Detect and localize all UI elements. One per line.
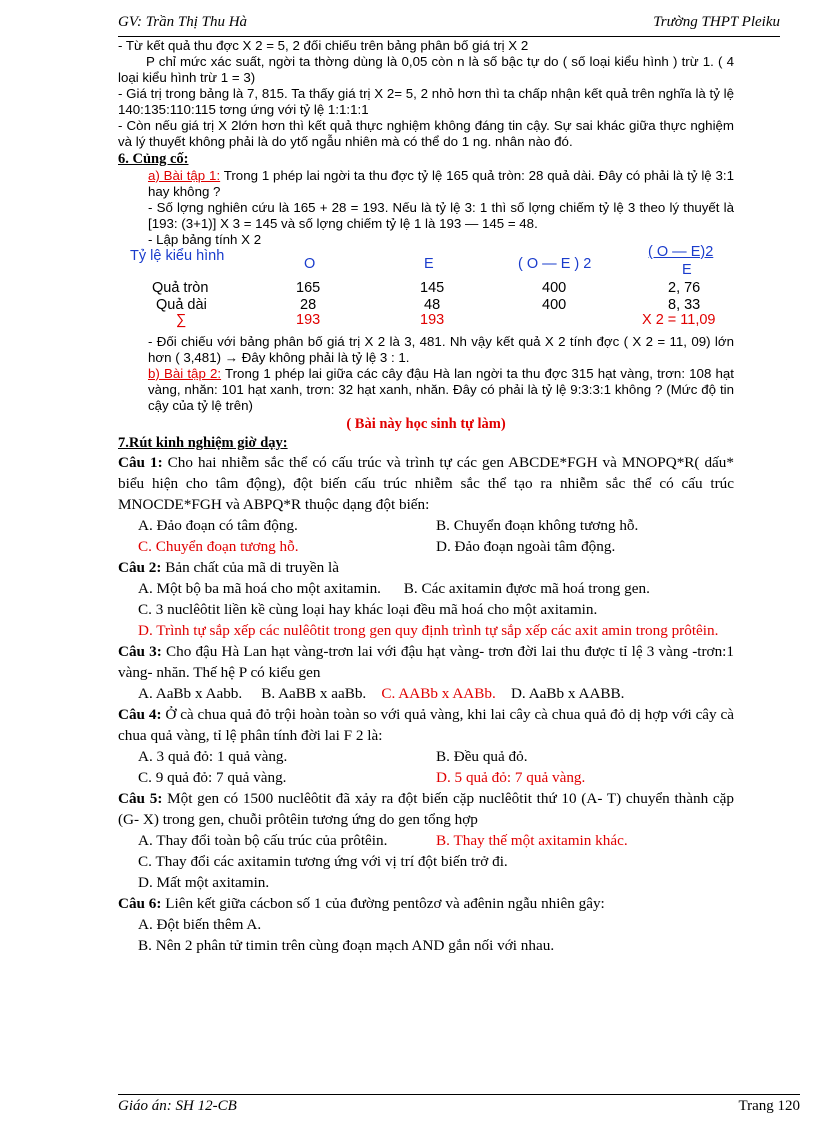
col-chi-num: ( O — E)2 [648,244,714,260]
row-2-diff: 400 [542,297,567,313]
page-footer [118,1094,800,1114]
section-7-title: 7.Rút kinh nghiệm giờ dạy: [118,435,288,451]
q2-options-ab: A. Một bộ ba mã hoá cho một axitamin. B. Các axitamin đựơc mã hoá trong gen. [138,580,650,597]
question-1: Câu 1: Cho hai nhiễm sắc thể có cấu trúc và trình tự các gen ABCDE*FGH và MNOPQ*R( dấu* biểu hiện cho tâm động), đột biến cấu trúc nhiễm sắc thể tạo ra nhiễm sắc thể có cấu trúc MNOCDE*FGH và ABPQ*R thuộc dạng đột biến: [118,454,734,513]
q2-option-d: D. Trình tự sắp xếp các nulêôtit trong gen quy định trình tự sắp xếp các axit amin trong prôtêin. [138,622,719,639]
exercise-2-text: Trong 1 phép lai giữa các cây đậu Hà lan ngời ta thu đợc 315 hạt vàng, trơn: 108 hạt vàng, nhăn: 101 hạt xanh, trơn: 32 hạt xanh, nhăn. Đây có phải là tỷ lệ 9:3:3:1 không ? (Mức độ tin cậy của tỷ lệ trên) [148,366,734,413]
footer-page-number: Trang 120 [738,1098,800,1114]
q1-option-d: D. Đảo đoạn ngoài tâm động. [436,538,616,555]
exercise-2-label: b) Bài tập 2: [148,366,222,381]
question-2: Câu 2: Bản chất của mã di truyền là [118,559,340,576]
q4-option-b: B. Đều quả đỏ. [436,748,528,765]
col-oe2: ( O — E ) 2 [518,256,592,272]
intro-line-3: - Giá trị trong bảng là 7, 815. Ta thấy giá trị X 2= 5, 2 nhỏ hơn thì ta chấp nhận kết quả trên nghĩa là tỷ lệ 140:135:110:115 tơng ứng với tỷ lệ 1:1:1:1 [118,86,734,117]
header-school: Trường THPT Pleiku [653,14,780,30]
question-3: Câu 3: Cho đậu Hà Lan hạt vàng-trơn lai với đậu hạt vàng- trơn đời lai thu được tỉ lệ 3 vàng -trơn:1 vàng- nhăn. Thế hệ P có kiểu gen [118,643,734,681]
question-4: Câu 4: Ở cà chua quả đỏ trội hoàn toàn so với quả vàng, khi lai cây cà chua quả đỏ dị hợp với cây cà chua quả vàng, tỉ lệ phân tính đời lai F 2 là: [118,706,734,744]
q1-option-a: A. Đảo đoạn có tâm động. [138,517,298,534]
q3-options: A. AaBb x Aabb. B. AaBB x aaBb. C. AABb x AABb. D. AaBb x AABB. [138,685,625,702]
row-1-chi: 2, 76 [668,280,701,296]
exercise-1-conclusion [118,334,734,414]
q5-option-b: B. Thay thế một axitamin khác. [436,832,628,849]
q1-option-c: C. Chuyển đoạn tương hỗ. [138,538,299,555]
sum-o: 193 [296,312,321,328]
col-o: O [304,256,316,272]
footer-lesson: Giáo án: SH 12-CB [118,1098,237,1114]
section-6-title: 6. Củng cố: [118,151,189,167]
row-1-e: 145 [420,280,445,296]
intro-line-1: - Từ kết quả thu đợc X 2 = 5, 2 đối chiếu trên bảng phân bố giá trị X 2 [118,38,529,53]
exercise-1-line-4: - Đối chiếu với bảng phân bố giá trị X 2 là 3, 481. Nh vậy kết quả X 2 tính đợc ( X 2 = 11, 09) lớn hơn ( 3,481) → Đây không phải là tỷ lệ 3 : 1. [148,334,734,365]
page-header [118,14,780,37]
sum-label: ∑ [176,312,187,328]
exercise-1-text: Trong 1 phép lai ngời ta thu đợc tỷ lệ 165 quả tròn: 28 quả dài. Đây có phải là tỷ lệ 3:1 hay không ? [148,168,734,199]
row-2-o: 28 [300,297,317,313]
questions [118,452,734,956]
header-teacher: GV: Trần Thị Thu Hà [118,14,248,30]
row-2-label: Quả dài [156,297,207,313]
q5-option-c: C. Thay đổi các axitamin tương ứng với vị trí đột biến trở đi. [138,853,508,870]
q6-option-a: A. Đột biến thêm A. [138,916,262,933]
chi-square-table [118,244,734,328]
row-1-label: Quả tròn [152,280,209,296]
col-phenotype: Tỷ lệ kiểu hình [130,248,225,264]
exercise-1-line-3: - Lập bảng tính X 2 [148,232,262,247]
page-content [118,38,734,956]
row-1-o: 165 [296,280,321,296]
q2-option-c: C. 3 nuclêôtit liền kề cùng loại hay khác loại đều mã hoá cho một axitamin. [138,601,598,618]
question-6: Câu 6: Liên kết giữa cácbon số 1 của đường pentôzơ và ađênin ngẫu nhiên gây: [118,895,605,912]
q5-option-d: D. Mất một axitamin. [138,874,270,891]
row-1-diff: 400 [542,280,567,296]
intro-block [118,38,734,150]
row-2-e: 48 [424,297,441,313]
q1-option-b: B. Chuyển đoạn không tương hỗ. [436,517,639,534]
exercise-1-label: a) Bài tập 1: [148,168,221,183]
exercise-1 [118,168,734,248]
q5-option-a: A. Thay đổi toàn bộ cấu trúc của prôtêin. [138,832,388,849]
q4-option-c: C. 9 quả đỏ: 7 quả vàng. [138,769,287,786]
col-e: E [424,256,434,272]
intro-line-4: - Còn nếu giá trị X 2lớn hơn thì kết quả thực nghiệm không đáng tin cậy. Sự sai khác giữa thực nghiệm và lý thuyết không phải là do ytố ngẫu nhiên mà có thể do 1 ng. nhân nào đó. [118,118,734,149]
sum-e: 193 [420,312,445,328]
q4-option-d: D. 5 quả đỏ: 7 quả vàng. [436,769,586,786]
row-2-chi: 8, 33 [668,297,701,313]
q6-option-b: B. Nên 2 phân tử timin trên cùng đoạn mạch AND gắn nối với nhau. [138,937,555,954]
exercise-1-line-2: - Số lợng nghiên cứu là 165 + 28 = 193. Nếu là tỷ lệ 3: 1 thì số lợng chiếm tỷ lệ 3 theo lý thuyết là [193: (3+1)] X 3 = 145 và số lợng chiếm tỷ lệ 1 là 193 — 145 = 48. [148,200,734,231]
q4-option-a: A. 3 quả đỏ: 1 quả vàng. [138,748,288,765]
intro-line-2: P chỉ mức xác suất, ngời ta thờng dùng là 0,05 còn n là số bậc tự do ( số loại kiểu hình ) trừ 1. ( 4 loại kiểu hình trừ 1 = 3) [118,54,734,85]
sum-chi: X 2 = 11,09 [642,312,716,328]
question-5: Câu 5: Một gen có 1500 nuclêôtit đã xảy ra đột biến cặp nuclêôtit thứ 10 (A- T) chuyển thành cặp (G- X) trong gen, chuỗi prôtêin tương ứng do gen tổng hợp [118,790,734,828]
self-study-note: ( Bài này học sinh tự làm) [346,416,506,432]
col-chi-den: E [682,262,692,278]
